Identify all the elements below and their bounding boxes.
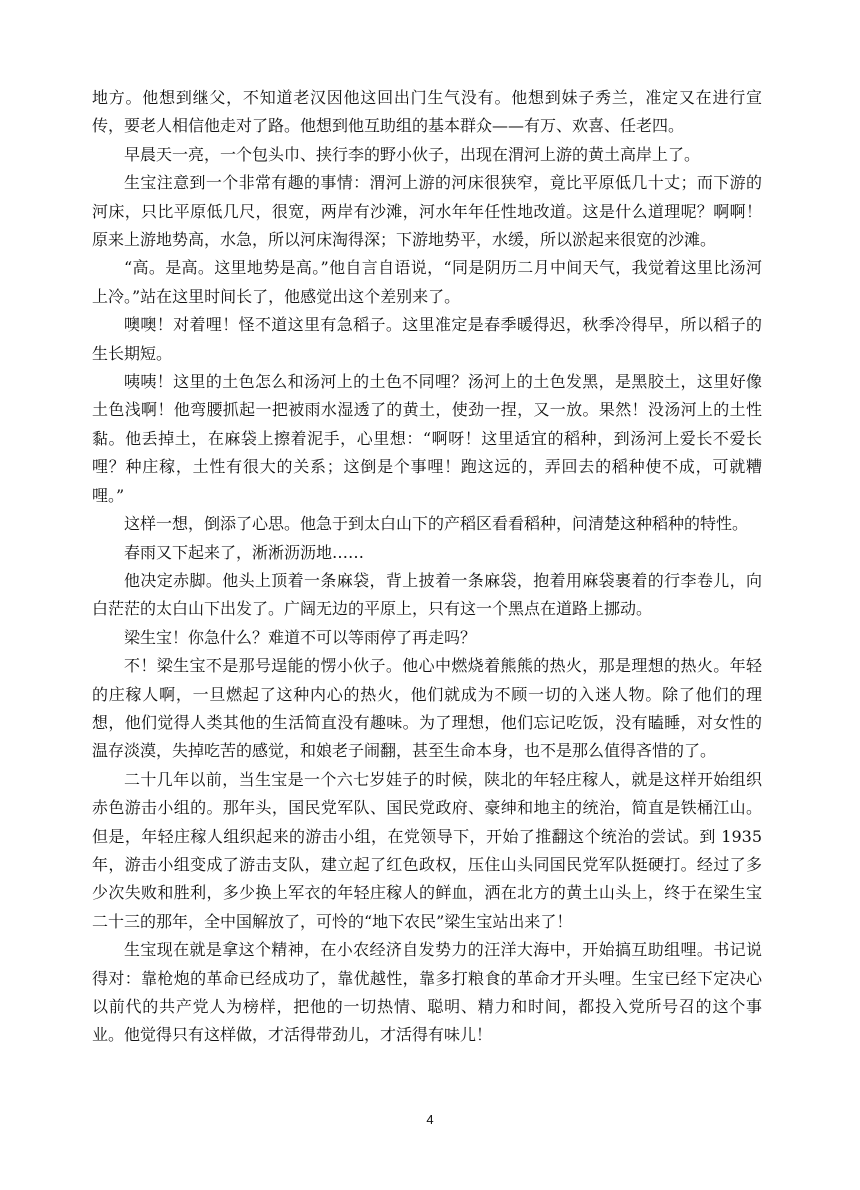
paragraph: 这样一想，倒添了心思。他急于到太白山下的产稻区看看稻种，问清楚这种稻种的特性。 <box>124 514 749 534</box>
paragraph: 生宝注意到一个非常有趣的事情：渭河上游的河床很狭窄，竟比平原低几十丈；而下游的河床，只比平原低几尺，很宽，两岸有沙滩，河水年年任性地改道。这是什么道理呢？啊啊！原来上游地势高，水急，所以河床淘得深；下游地势平，水缓，所以淤起来很宽的沙滩。 <box>92 173 762 250</box>
paragraph: 梁生宝！你急什么？难道不可以等雨停了再走吗？ <box>124 627 477 647</box>
paragraph: 咦咦！这里的土色怎么和汤河上的土色不同哩？汤河上的土色发黑，是黑胶土，这里好像土色浅啊！他弯腰抓起一把被雨水湿透了的黄土，使劲一捏，又一放。果然！没汤河上的土性黏。他丢掉土，在麻袋上擦着泥手，心里想：“啊呀！这里适宜的稻种，到汤河上爱长不爱长哩？种庄稼，土性有很大的关系；这倒是个事哩！跑这远的，弄回去的稻种使不成，可就糟哩。” <box>92 372 762 505</box>
paragraph: 生宝现在就是拿这个精神，在小农经济自发势力的汪洋大海中，开始搞互助组哩。书记说得对：靠枪炮的革命已经成功了，靠优越性，靠多打粮食的革命才开头哩。生宝已经下定决心以前代的共产党人为榜样，把他的一切热情、聪明、精力和时间，都投入党所号召的这个事业。他觉得只有这样做，才活得带劲儿，才活得有味儿！ <box>92 940 762 1045</box>
page-number: 4 <box>426 1112 434 1127</box>
paragraph: 二十几年以前，当生宝是一个六七岁娃子的时候，陕北的年轻庄稼人，就是这样开始组织赤色游击小组的。那年头，国民党军队、国民党政府、豪绅和地主的统治，简直是铁桶江山。但是，年轻庄稼人组织起来的游击小组，在党领导下，开始了推翻这个统治的尝试。到 1935 年，游击小组变成了游击支队，建立起了红色政权，压住山头同国民党军队挺硬打。经过了多少次失败和胜利，多少换上军衣的年轻庄稼人的鲜血，洒在北方的黄土山头上，终于在梁生宝二十三的那年，全中国解放了，可怜的“地下农民”梁生宝站出来了！ <box>92 769 762 931</box>
paragraph: 不！梁生宝不是那号逞能的愣小伙子。他心中燃烧着熊熊的热火，那是理想的热火。年轻的庄稼人啊，一旦燃起了这种内心的热火，他们就成为不顾一切的入迷人物。除了他们的理想，他们觉得人类其他的生活简直没有趣味。为了理想，他们忘记吃饭，没有瞌睡，对女性的温存淡漠，失掉吃苦的感觉，和娘老子闹翻，甚至生命本身，也不是那么值得吝惜的了。 <box>92 656 762 761</box>
paragraph: “高。是高。这里地势是高。”他自言自语说，“同是阴历二月中间天气，我觉着这里比汤河上冷。”站在这里时间长了，他感觉出这个差别来了。 <box>92 258 762 306</box>
paragraph: 早晨天一亮，一个包头巾、挟行李的野小伙子，出现在渭河上游的黄土高岸上了。 <box>124 144 701 164</box>
paragraph: 他决定赤脚。他头上顶着一条麻袋，背上披着一条麻袋，抱着用麻袋裹着的行李卷儿，向白茫茫的太白山下出发了。广阔无边的平原上，只有这一个黑点在道路上挪动。 <box>92 570 762 619</box>
paragraph: 地方。他想到继父，不知道老汉因他这回出门生气没有。他想到妹子秀兰，准定又在进行宣传，要老人相信他走对了路。他想到他互助组的基本群众——有万、欢喜、任老四。 <box>92 88 762 136</box>
paragraph: 春雨又下起来了，淅淅沥沥地…… <box>124 542 365 562</box>
document-body <box>92 84 762 1050</box>
paragraph: 噢噢！对着哩！怪不道这里有急稻子。这里准定是春季暖得迟，秋季冷得早，所以稻子的生长期短。 <box>92 315 762 363</box>
